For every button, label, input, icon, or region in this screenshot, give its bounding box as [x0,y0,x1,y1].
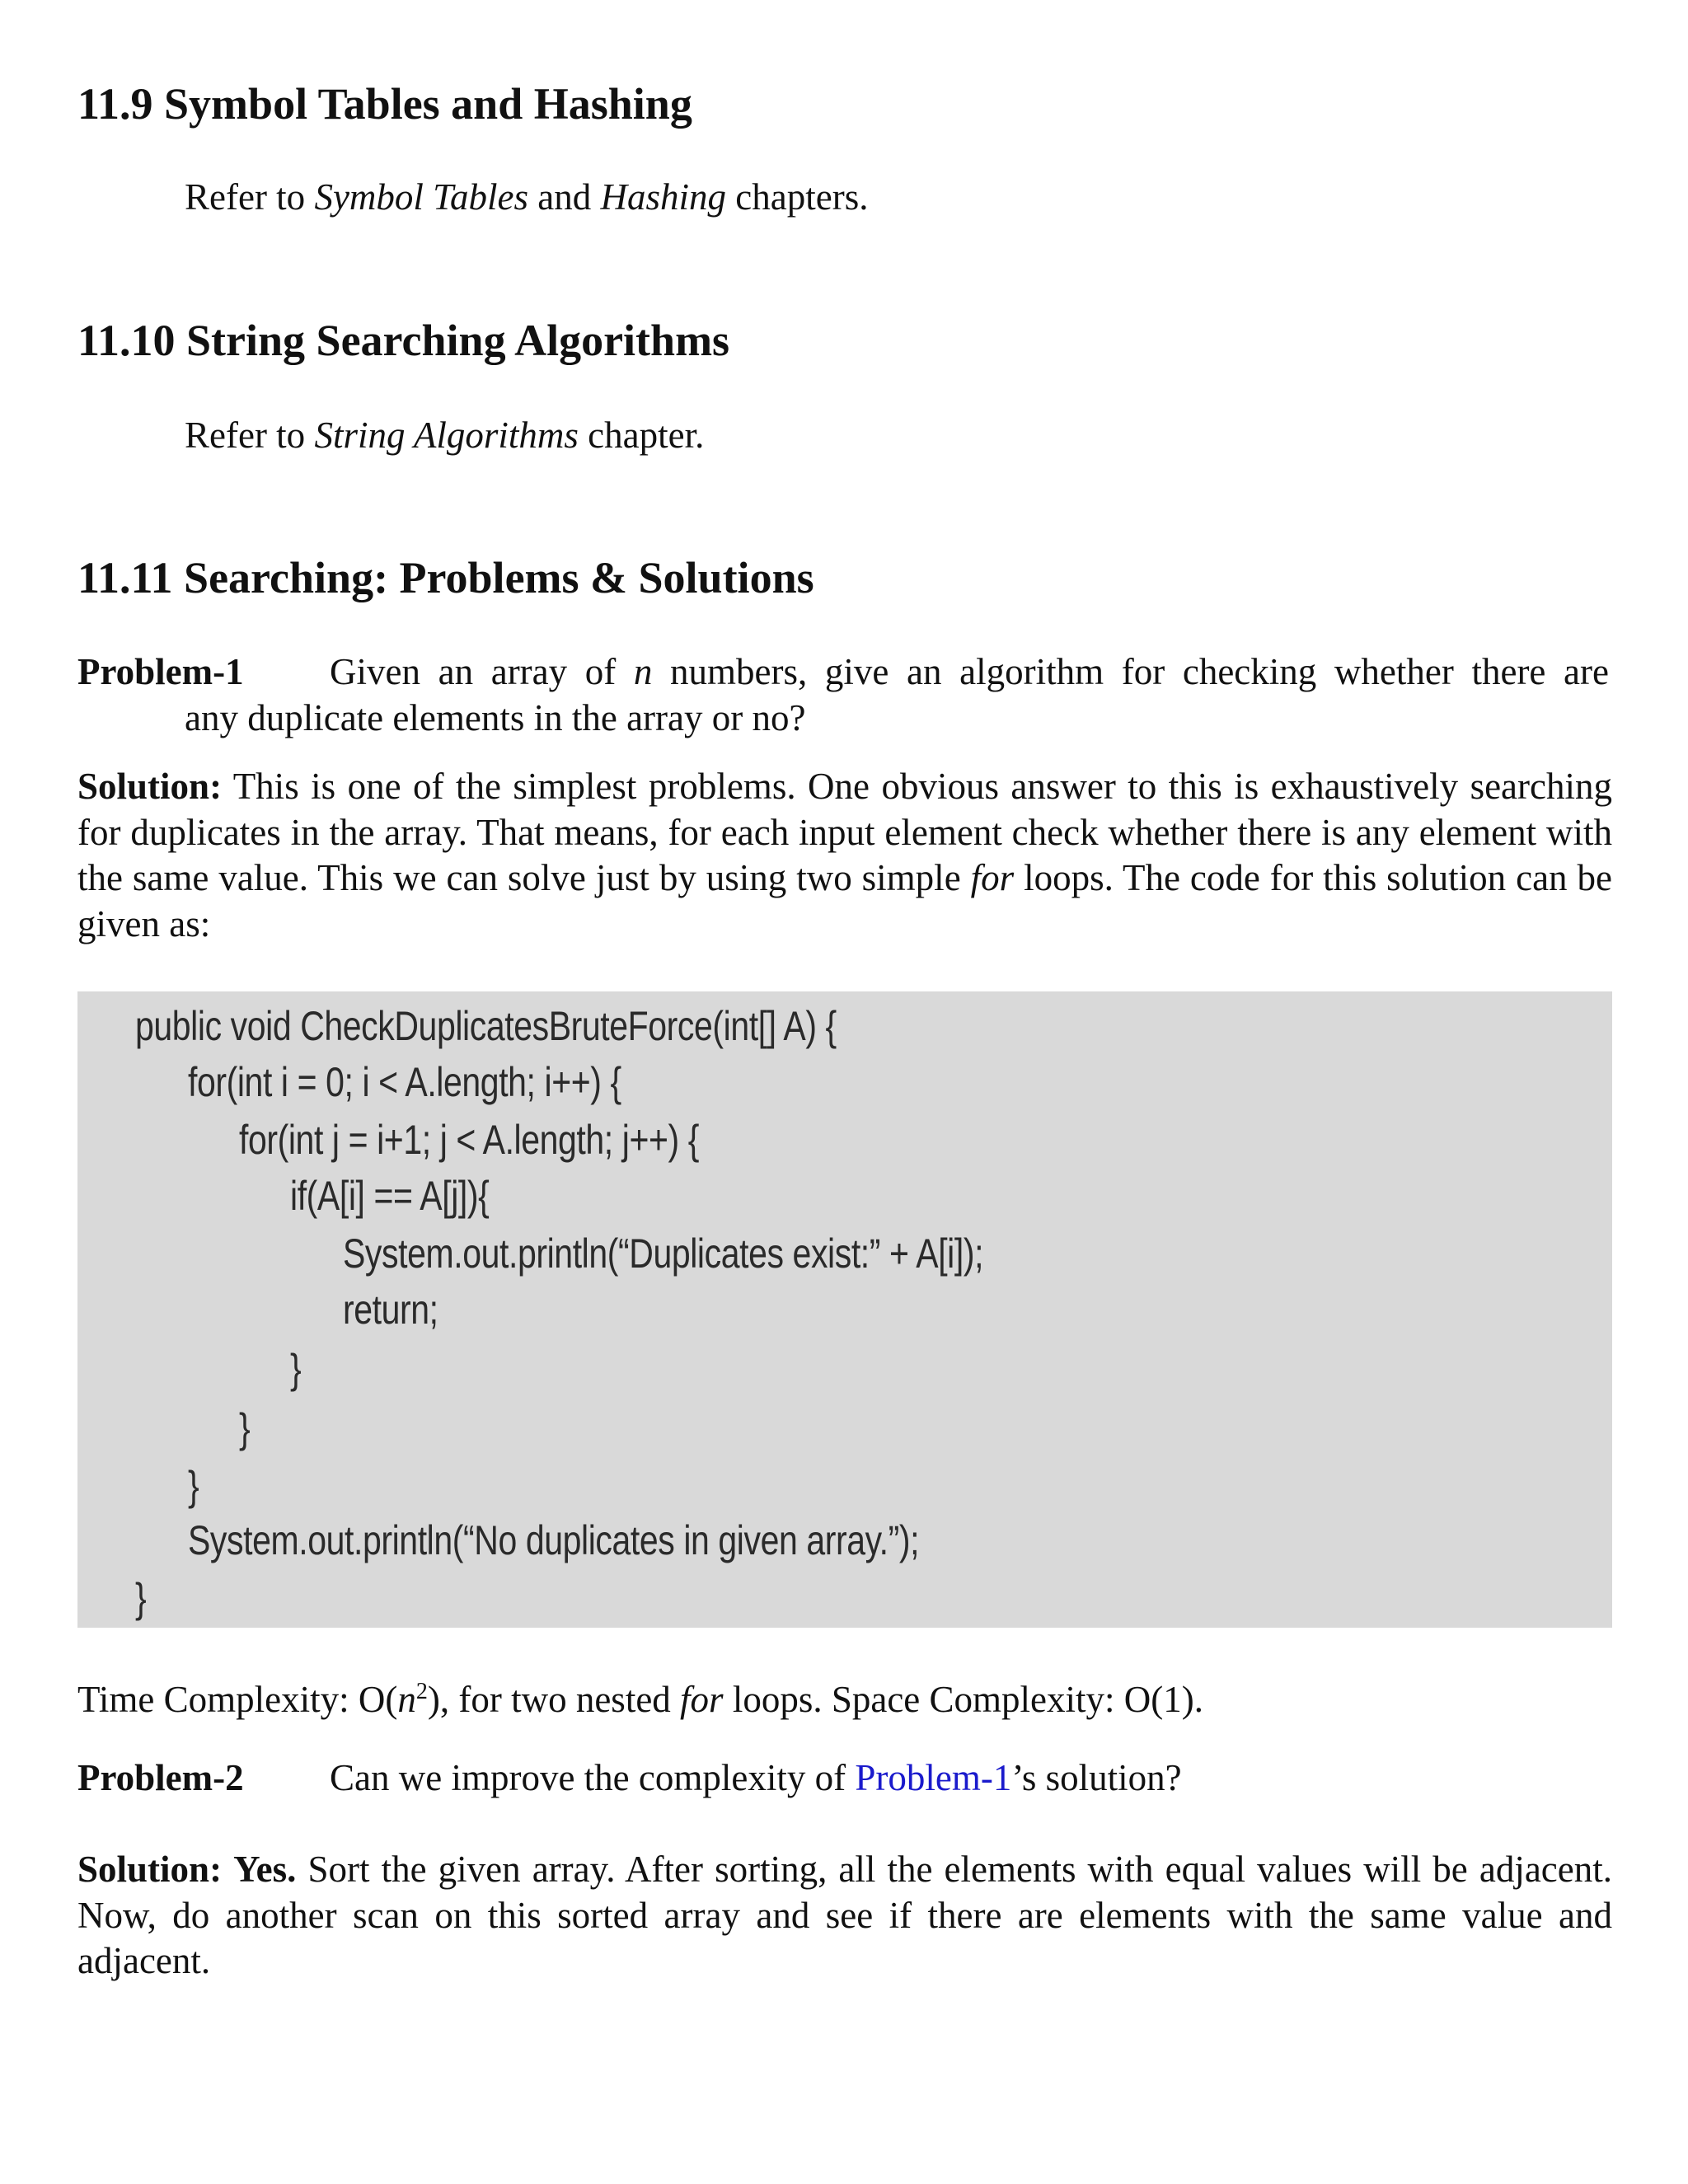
ref-text: chapters. [726,176,869,218]
problem-1-line-2: any duplicate elements in the array or no? [185,696,806,738]
complexity-text: ), for two nested [427,1679,681,1720]
section-11-10-reference [185,412,704,458]
problem-1-link[interactable]: Problem-1 [855,1757,1012,1798]
problem-1-line-1 [77,649,1609,696]
problem-emphasis: n [633,651,653,692]
problem-text: Can we improve the complexity of [330,1757,856,1798]
section-11-9-reference [185,174,868,220]
complexity-variable: n [397,1679,416,1720]
code-block [77,991,1612,1628]
code-line: } [135,1575,147,1621]
code-line: } [290,1346,302,1392]
problem-1 [77,649,1609,741]
solution-text: loops. The code for this solution can be given as: [77,857,1612,944]
section-heading-11-9: 11.9 Symbol Tables and Hashing [77,79,692,129]
code-line: if(A[i] == A[j]){ [290,1173,490,1219]
problem-text: Given an array of [330,651,634,692]
code-line: System.out.println(“Duplicates exist:” + A[i]); [343,1230,984,1277]
complexity-note [77,1676,1203,1722]
solution-emphasis: for [970,857,1015,898]
solution-answer: Yes. [233,1849,297,1890]
section-heading-11-11: 11.11 Searching: Problems & Solutions [77,553,814,602]
ref-text: chapter. [578,415,705,456]
ref-emphasis: String Algorithms [314,415,579,456]
complexity-emphasis: for [680,1679,724,1720]
complexity-text: Time Complexity: O( [77,1679,398,1720]
code-line: for(int i = 0; i < A.length; i++) { [188,1059,621,1105]
code-line: for(int j = i+1; j < A.length; j++) { [239,1117,700,1163]
problem-label: Problem-1 [77,651,244,692]
problem-label: Problem-2 [77,1757,244,1798]
code-line: public void CheckDuplicatesBruteForce(int[] A) { [135,1003,837,1049]
solution-text: Sort the given array. After sorting, all the elements with equal values will be adjacent. Now, do another scan on this sorted array and see if there are elements with the same value and adjacent. [77,1849,1613,1981]
ref-emphasis: Hashing [600,176,727,218]
ref-text: and [528,176,601,218]
complexity-exponent: 2 [415,1679,428,1704]
solution-2 [77,1847,1612,1985]
code-line: } [188,1463,199,1509]
ref-text: Refer to [185,176,315,218]
problem-2 [77,1755,1609,1802]
code-line: return; [343,1286,438,1333]
solution-label: Solution: [77,1849,223,1890]
code-line: } [239,1405,251,1451]
code-line: System.out.println(“No duplicates in given array.”); [188,1517,920,1563]
solution-text: This is one of the simplest problems. One obvious answer to this is exhaustively searching for duplicates in the array. That means, for each input element check whether there is any element with the same value. This we can solve just by using two simple [77,766,1612,898]
problem-text: ’s solution? [1011,1757,1182,1798]
complexity-text: loops. Space Complexity: O(1). [723,1679,1203,1720]
solution-label: Solution: [77,766,223,807]
ref-emphasis: Symbol Tables [314,176,529,218]
solution-1 [77,764,1612,947]
section-heading-11-10: 11.10 String Searching Algorithms [77,316,730,365]
ref-text: Refer to [185,415,315,456]
problem-text: numbers, give an algorithm for checking whether there are [652,651,1609,692]
